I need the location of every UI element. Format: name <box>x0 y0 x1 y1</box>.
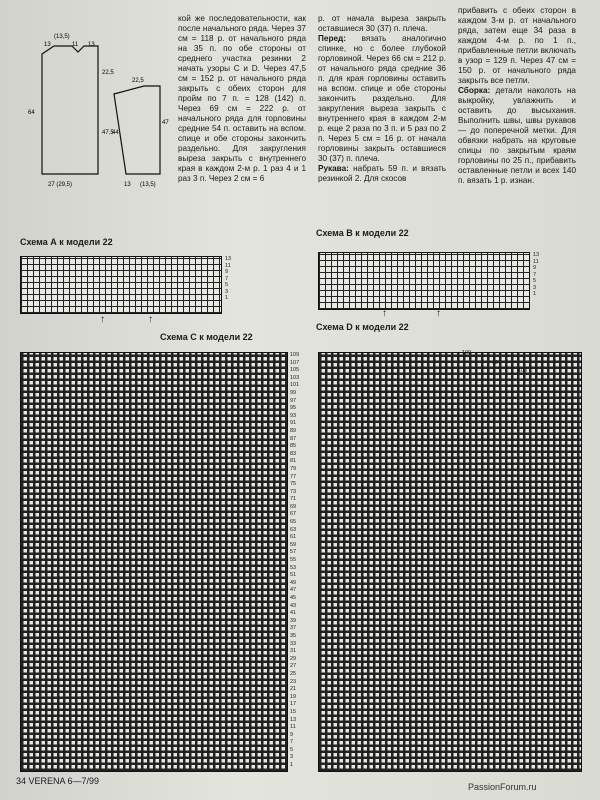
scheme-a-arrow-right: ↑ <box>148 314 153 325</box>
col1-text: кой же последовательности, как после начального ряда. Через 37 см = 118 р. от начального ряда на 35 п. по обе стороны от среднего участка резинки 2 начать узоры C и D. Через 47,5 см = 152 р. от начального ряда закрыть с обеих сторон для пройм по 7 п. = 128 (142) п. Через 69 см = 222 р. от начального ряда для горловины средние 54 п. оставить на вспом. спице и обе стороны закончить раздельно. Для закругления выреза закрыть с внутреннего края в каждом 2-м р. 1 раз 4 и 1 раз 3 п. Через 2 см = 6 <box>178 14 306 183</box>
scheme-d-grid <box>318 352 582 772</box>
sleeves-heading: Рукава: <box>318 164 349 173</box>
assembly-heading: Сборка: <box>458 86 491 95</box>
sleeve-side-dim: 47 <box>162 120 169 126</box>
scheme-b-rows: 13 11 9 7 5 3 1 <box>533 252 540 297</box>
scheme-d-mark-105: 105 <box>518 368 528 374</box>
scheme-d-label: Схема D к модели 22 <box>316 322 409 332</box>
col3-text-a: прибавить с обеих сторон в каждом 3-м р. от начального ряда, затем еще 34 раза в каждом 4-м р. по 1 п., прибавленные петли включать в узор = 129 п. Через 47 см = 150 р. от начального ряда закрыть все петли. <box>458 6 576 85</box>
scheme-a-rows: 13 11 9 7 5 3 1 <box>225 256 232 301</box>
assembly-text: детали наколоть на выкройку, увлажнить и оставить до высыхания. Выполнить швы, швы рукавов — до поперечной метки. Для обвязки набрать на круговые спицы по закрытым краям горловины по 25 п., прибавить оставленные петли и всех 140 п. вязать 1 р. изнан. <box>458 86 576 185</box>
scheme-b-arrow-left: ↑ <box>382 308 387 319</box>
text-column-1 <box>178 14 306 184</box>
watermark: PassionForum.ru <box>468 782 537 792</box>
front-heading: Перед: <box>318 34 346 43</box>
back-width-dim: 27 (29,5) <box>48 182 73 188</box>
sleeve-length-dim: 44 <box>112 130 119 136</box>
scheme-a-arrow-left: ↑ <box>100 314 105 325</box>
scheme-a-grid <box>20 256 222 314</box>
back-shoulder-dim: 13 <box>44 42 51 48</box>
scheme-b-arrow-right: ↑ <box>436 308 441 319</box>
scheme-a-label: Схема А к модели 22 <box>20 237 113 247</box>
scheme-b-grid <box>318 252 530 310</box>
pattern-sketch <box>14 24 174 204</box>
scheme-b-label: Схема В к модели 22 <box>316 228 409 238</box>
text-column-2 <box>318 14 446 184</box>
sleeve-bottom-dim: 13 <box>124 182 131 188</box>
scheme-c-grid <box>20 352 288 772</box>
scheme-d-mark-107: 107 <box>492 360 502 366</box>
page-footer: 34 VERENA 6—7/99 <box>16 776 100 786</box>
back-top-dim: (13,5) <box>54 34 70 40</box>
back-body-dim: 47,5 <box>102 130 114 136</box>
back-length-dim: 64 <box>28 110 35 116</box>
back-neck-dim: 11 <box>72 42 79 48</box>
sleeves-text: набрать 59 п. и вязать резинкой 2. Для скосов <box>318 164 447 183</box>
scheme-d-mark-109: 109 <box>462 350 472 356</box>
text-column-3 <box>458 6 576 186</box>
scheme-c-rows: 109 107 105 103 101 99 97 95 93 91 89 87 85 83 81 79 77 75 73 71 69 67 65 63 61 59 57 55 53 51 49 47 45 43 41 39 37 35 33 31 29 27 25 23 21 19 17 15 13 11 9 7 5 3 1 <box>290 352 300 769</box>
col2-text-a: р. от начала выреза закрыть оставшиеся 30 (37) п. плеча. <box>318 14 446 33</box>
back-armhole-dim: 22,5 <box>102 70 114 76</box>
sleeve-top-dim: 22,5 <box>132 78 144 84</box>
back-shoulder2-dim: 13 <box>88 42 95 48</box>
sleeve-bottom2-dim: (13,5) <box>140 182 156 188</box>
front-text: вязать аналогично спинке, но с более глубокой горловиной. Через 66 см = 212 р. от начального ряда средние 36 п. для края горловины оставить на вспом. спице и обе стороны закончить раздельно. Для закругления выреза закрыть с внутреннего края в каждом 2-м р. еще 2 раза по 3 п. и 5 раз по 2 п. Через 5 см = 16 р. от начала горловины закрыть оставшиеся 30 (37) п. плеча. <box>318 34 447 163</box>
scheme-c-label: Схема С к модели 22 <box>160 332 253 342</box>
